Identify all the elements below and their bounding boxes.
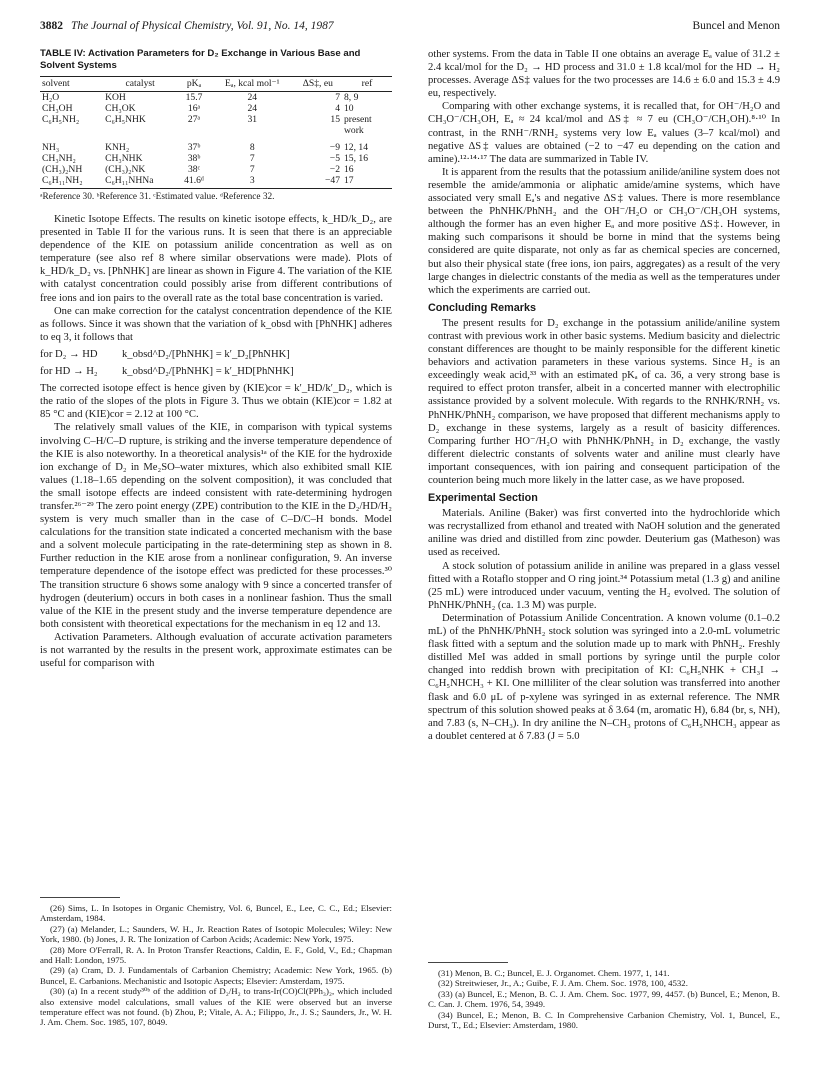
table-header: pKₐ xyxy=(177,77,211,92)
table-cell: 3 xyxy=(211,175,294,189)
table-cell: present work xyxy=(344,114,372,136)
table-cell: 38ᵇ xyxy=(187,153,201,164)
paragraph: The present results for D₂ exchange in the potassium anilide/aniline system contrast with previous work in other basic systems. Medium basicity and dielectric constant differences are thought to be mainly responsible for the different kinetic behaviors and activation parameters in these various systems. Since H₂ is an exceedingly weak acid,³³ with an estimated pKₐ of ca. 36, a very strong base is required to effect proton transfer, albeit in a concerted manner with electrophilic assistance provided by a solvent molecule. With regards to the RNHK/RNH₂ vs. PhNHK/PhNH₂ comparison, we have proposed that different mechanisms apply to D₂ exchange in these systems, largely as a result of basicity differences. Comparing further HO⁻/H₂O with PhNHK/PhNH₂ in D₂ exchange, the vastly different dielectric constants of solvents water and aniline must clearly have important consequences, with ion pairing and consequent participation of the counterion being much more likely in the latter case, as we have proposed. xyxy=(428,317,780,486)
table-cell: 27ᵃ xyxy=(187,114,201,125)
footnote: (26) Sims, L. In Isotopes in Organic Chemistry, Vol. 6, Buncel, E., Lee, C. C., Ed.; Elsevier: Amsterdam, 1984. xyxy=(40,903,392,924)
table-row xyxy=(40,114,392,136)
table-cell: 16 xyxy=(344,164,354,175)
table-cell: 17 xyxy=(342,175,392,189)
table-cell: 24 xyxy=(247,92,258,103)
paragraph: Comparing with other exchange systems, it is recalled that, for OH⁻/H₂O and CH₃O⁻/CH₃OH, Eₐ ≈ 24 kcal/mol and ΔS‡ ≈ 7 eu (CH₃O⁻/CH₃OH).⁸·¹⁰ In contrast, in the RNH⁻/RNH₂ systems very low Eₐ values (3–7 kcal/mol) and negative ΔS‡ values are obtained (−2 to −47 eu depending on the cation and amine).¹²·¹⁴·¹⁷ The data are summarized in Table IV. xyxy=(428,101,780,165)
table-cell: 12, 14 xyxy=(344,142,368,153)
table-cell: H₂O xyxy=(42,92,60,103)
table-cell: NH₃ xyxy=(42,142,60,153)
table-cell: C₆H₅NH₂ xyxy=(42,114,80,125)
equation-body: k_obsd^D₂/[PhNHK] = k′_HD[PhNHK] xyxy=(122,366,294,378)
table-cell: KNH₂ xyxy=(105,142,130,153)
journal-citation: The Journal of Physical Chemistry, Vol. 91, No. 14, 1987 xyxy=(71,20,334,32)
table-cell: 8 xyxy=(249,142,255,153)
table-cell: 24 xyxy=(247,103,258,114)
table-cell: 16ᵃ xyxy=(187,103,201,114)
page-number: 3882 xyxy=(40,20,63,32)
table-cell: 38ᶜ xyxy=(187,164,201,175)
header-authors: Buncel and Menon xyxy=(692,20,780,32)
table-cell: −5 xyxy=(329,153,340,164)
footnote-rule xyxy=(428,962,508,963)
footnote: (34) Buncel, E.; Menon, B. C. In Comprehensive Carbanion Chemistry, Vol. 1, Buncel, E., Durst, T., Ed.; Elsevier: Amsterdam, 1980. xyxy=(428,1009,780,1031)
right-column xyxy=(428,48,780,743)
table-cell: 8, 9 xyxy=(344,92,359,103)
table-cell: 10 xyxy=(344,103,354,114)
equation xyxy=(40,365,392,378)
footnote: (32) Streitwieser, Jr., A.; Guibe, F. J. Am. Chem. Soc. 1978, 100, 4532. xyxy=(438,978,688,989)
table-row xyxy=(40,103,392,114)
table-caption: TABLE IV: Activation Parameters for D₂ Exchange in Various Base and Solvent Systems xyxy=(40,48,361,71)
paragraph: It is apparent from the results that the potassium anilide/aniline system does not resemble the amide/ammonia or aliphatic amide/amine systems, which have associated very small Eₐ's and negative ΔS‡ values. There is more resemblance between the PhNHK/PhNH₂ and the OH⁻/H₂O or CH₃O⁻/CH₃OH systems, although the former has an even higher Eₐ and more positive ΔS‡. However, in making such comparisons it should be borne in mind that the systems being considered are quite disparate, not only as far as chemical species are concerned, but also their physical state (free ions, ion pairs, aggregates) as a result of the very large changes in dielectric constants of the media as well as the temperatures under which the experiments are carried out. xyxy=(428,166,780,296)
footnote: (27) (a) Melander, L.; Saunders, W. H., Jr. Reaction Rates of Isotopic Molecules; Wiley: New York, 1980. (b) Jones, J. R. The Ionization of Carbon Acids; Academic: New York, 1975. xyxy=(40,923,392,945)
table-header: solvent xyxy=(40,77,103,92)
table-cell: −2 xyxy=(329,164,340,175)
table-cell: (CH₃)₂NH xyxy=(42,164,83,175)
table-cell: 7 xyxy=(335,92,340,103)
running-header xyxy=(40,20,780,36)
paragraph: Determination of Potassium Anilide Concentration. A known volume (0.1–0.2 mL) of the PhNHK/PhNH₂ stock solution was syringed into a 2.0-mL volumetric flask fitted with a septum and the solution made up to mark with PhNH₂. Freshly distilled MeI was added in small portions by syringe until the purple color changed into reddish brown with precipitation of KI: C₆H₅NHK + CH₃I → C₆H₅NHCH₃ + KI. One milliliter of the clear solution was transferred into another flask and 6.0 μL of p-xylene was syringed in as external reference. The NMR spectrum of this solution showed peaks at δ 3.64 (m, aromatic H), 6.84 (br, s, NH), and 7.83 (s, N–CH₃). In dry aniline the N–CH₃ protons of C₆H₅NHCH₃ appear as a doublet centered at δ 7.83 (J = 5.0 xyxy=(428,612,780,742)
paragraph: Kinetic Isotope Effects. The results on kinetic isotope effects, k_HD/k_D₂, are presented in Table II for the various runs. It is seen that there is an appreciable dependence of the KIE on potassium anilide concentration as well as on temperature (see also ref 8 where similar observations were made). Plots of k_HD/k_D₂ vs. [PhNHK] are linear as shown in Figure 4. The variation of the KIE with catalyst concentration could possibly arise from different contributions of free ions and ion pairs to the overall rate as the total base concentration is varied. xyxy=(40,214,392,304)
left-column xyxy=(40,48,392,670)
table-cell: 15.7 xyxy=(185,92,203,103)
footnotes-left xyxy=(40,903,392,1028)
table-header: ΔS‡, eu xyxy=(294,77,342,92)
table-cell: 31 xyxy=(247,114,258,125)
table-cell: −47 xyxy=(294,175,342,189)
equation xyxy=(40,348,392,361)
table-cell: 7 xyxy=(249,164,255,175)
table-row xyxy=(40,136,392,153)
table-cell: 15 xyxy=(330,114,340,125)
table-cell: KOH xyxy=(105,92,126,103)
equation-label: for HD → H₂ xyxy=(40,366,98,378)
equation-label: for D₂ → HD xyxy=(40,348,98,360)
table-cell: CH₃OH xyxy=(42,103,73,114)
footnote: (29) (a) Cram, D. J. Fundamentals of Carbanion Chemistry; Academic: New York, 1965. (b) Buncel, E. Carbanions. Mechanistic and Isotopic Aspects; Elsevier: Amsterdam, 1975. xyxy=(40,965,392,986)
table-cell: CH₃NHK xyxy=(105,153,143,164)
table-cell: C₆H₅NHK xyxy=(105,114,146,125)
table-header: Eₐ, kcal mol⁻¹ xyxy=(211,77,294,92)
table-cell: C₆H₁₁NH₂ xyxy=(40,175,103,189)
table-cell: C₆H₁₁NHNa xyxy=(103,175,177,189)
table-footnote: ᵃReference 30. ᵇReference 31. ᶜEstimated value. ᵈReference 32. xyxy=(40,192,275,202)
table-row xyxy=(40,92,392,104)
table-cell: 4 xyxy=(335,103,340,114)
paragraph: One can make correction for the catalyst concentration dependence of the KIE as follows. Since it was shown that the variation of k_obsd with [PhNHK] adheres to eq 3, it follows that xyxy=(40,305,392,343)
table-cell: 15, 16 xyxy=(344,153,368,164)
table-row xyxy=(40,164,392,175)
paragraph: Materials. Aniline (Baker) was first converted into the hydrochloride which was recrystallized from ethanol and treated with NaOH solution and the generated aniline was dried and distilled from zinc powder. Deuterium gas (Matheson) was used as received. xyxy=(428,508,780,559)
paragraph: Activation Parameters. Although evaluation of accurate activation parameters is not warranted by the results in the present work, approximate estimates can be useful for comparison with xyxy=(40,631,392,670)
paragraph: The relatively small values of the KIE, in comparison with typical systems involving C–H/C–D rupture, is striking and the inverse temperature dependence of the KIE is also noteworthy. In a theoretical analysis¹ᵃ of the KIE for the hydroxide ion exchange of D₂ in Me₂SO–water mixtures, which also exhibited small KIE values (1.18–1.65 depending on the solvent composition), it was concluded that the small isotope effects are indeed consistent with rate-determining hydrogen transfer.²⁶⁻²⁹ The zero point energy (ZPE) contribution to the KIE in the D₂/HD/H₂ system is very much smaller than in the case of C–D/C–H bonds. Model calculations for the transition state indicated a concerted mechanism with the base and a solvent molecule participating in the rate-determining step as shown in 8. Further reduction in the KIE arose from a nonlinear configuration, 9. An inverse temperature dependence of the isotope effect was predicted for these processes.³⁰ The transition structure 6 shows some analogy with 9 since a concerted transfer of hydrogen (deuterium) occurs in both cases in a nonlinear fashion. Thus the small value of the KIE in the present study and the inverse temperature dependence are both consistent with theoretical expectations for the mechanism in eq 12 and 13. xyxy=(40,422,393,630)
table-row xyxy=(40,175,392,189)
footnote-rule xyxy=(40,897,120,898)
table-cell: 41.6ᵈ xyxy=(177,175,211,189)
section-heading: Experimental Section xyxy=(428,492,538,505)
activation-parameters-table xyxy=(40,76,392,189)
table-cell: 7 xyxy=(249,153,255,164)
table-row xyxy=(40,153,392,164)
table-cell: CH₃NH₂ xyxy=(42,153,76,164)
paragraph: A stock solution of potassium anilide in aniline was prepared in a glass vessel fitted with a Rotaflo stopper and O ring joint.³⁴ Potassium metal (1.3 g) and aniline (25 mL) were introduced under vacuum, venting the H₂ evolved. The solution of PhNHK/PhNH₂ (ca. 1.3 M) was purple. xyxy=(428,560,780,611)
footnote: (30) (a) In a recent study³⁰ᵇ of the addition of D₂/H₂ to trans-Ir(CO)Cl(PPh₃)₂, which included also extensive model calculations, small values of the KIE were observed but an inverse temperature effect was not found. (b) Zhou, P.; Vitale, A. A.; Filippo, Jr., J. S.; Saunders, Jr., W. H. J. Am. Chem. Soc. 1985, 107, 8049. xyxy=(40,986,392,1028)
paragraph: other systems. From the data in Table II one obtains an average Eₐ value of 31.2 ± 2.4 kcal/mol for the D₂ → HD process and 31.0 ± 1.8 kcal/mol for the HD → H₂ processes. Average ΔS‡ values for the two processes are 14.6 ± 6.0 and 15.3 ± 4.9 eu, respectively. xyxy=(428,49,780,100)
footnote: (28) More O'Ferrall, R. A. In Proton Transfer Reactions, Caldin, E. F., Gold, V., Ed.; Chapman and Hall: London, 1975. xyxy=(40,944,392,966)
paragraph: The corrected isotope effect is hence given by (KIE)cor = k′_HD/k′_D₂, which is the ratio of the slopes of the plots in Figure 3. Thus we obtain (KIE)cor = 1.82 at 85 °C and (KIE)cor = 2.12 at 100 °C. xyxy=(40,383,392,421)
footnote: (31) Menon, B. C.; Buncel, E. J. Organomet. Chem. 1977, 1, 141. xyxy=(438,968,670,978)
table-cell: −9 xyxy=(329,142,340,153)
table-header: catalyst xyxy=(103,77,177,92)
equation-body: k_obsd^D₂/[PhNHK] = k′_D₂[PhNHK] xyxy=(122,348,290,360)
table-cell: 37ᵇ xyxy=(187,142,201,153)
table-cell: (CH₃)₂NK xyxy=(105,164,146,175)
footnote: (33) (a) Buncel, E.; Menon, B. C. J. Am. Chem. Soc. 1977, 99, 4457. (b) Buncel, E.; Menon, B. C. Can. J. Chem. 1976, 54, 3949. xyxy=(428,988,780,1010)
table-header: ref xyxy=(342,77,392,92)
section-heading: Concluding Remarks xyxy=(428,301,536,314)
table-cell: CH₃OK xyxy=(105,103,136,114)
footnotes-right xyxy=(428,968,780,1030)
